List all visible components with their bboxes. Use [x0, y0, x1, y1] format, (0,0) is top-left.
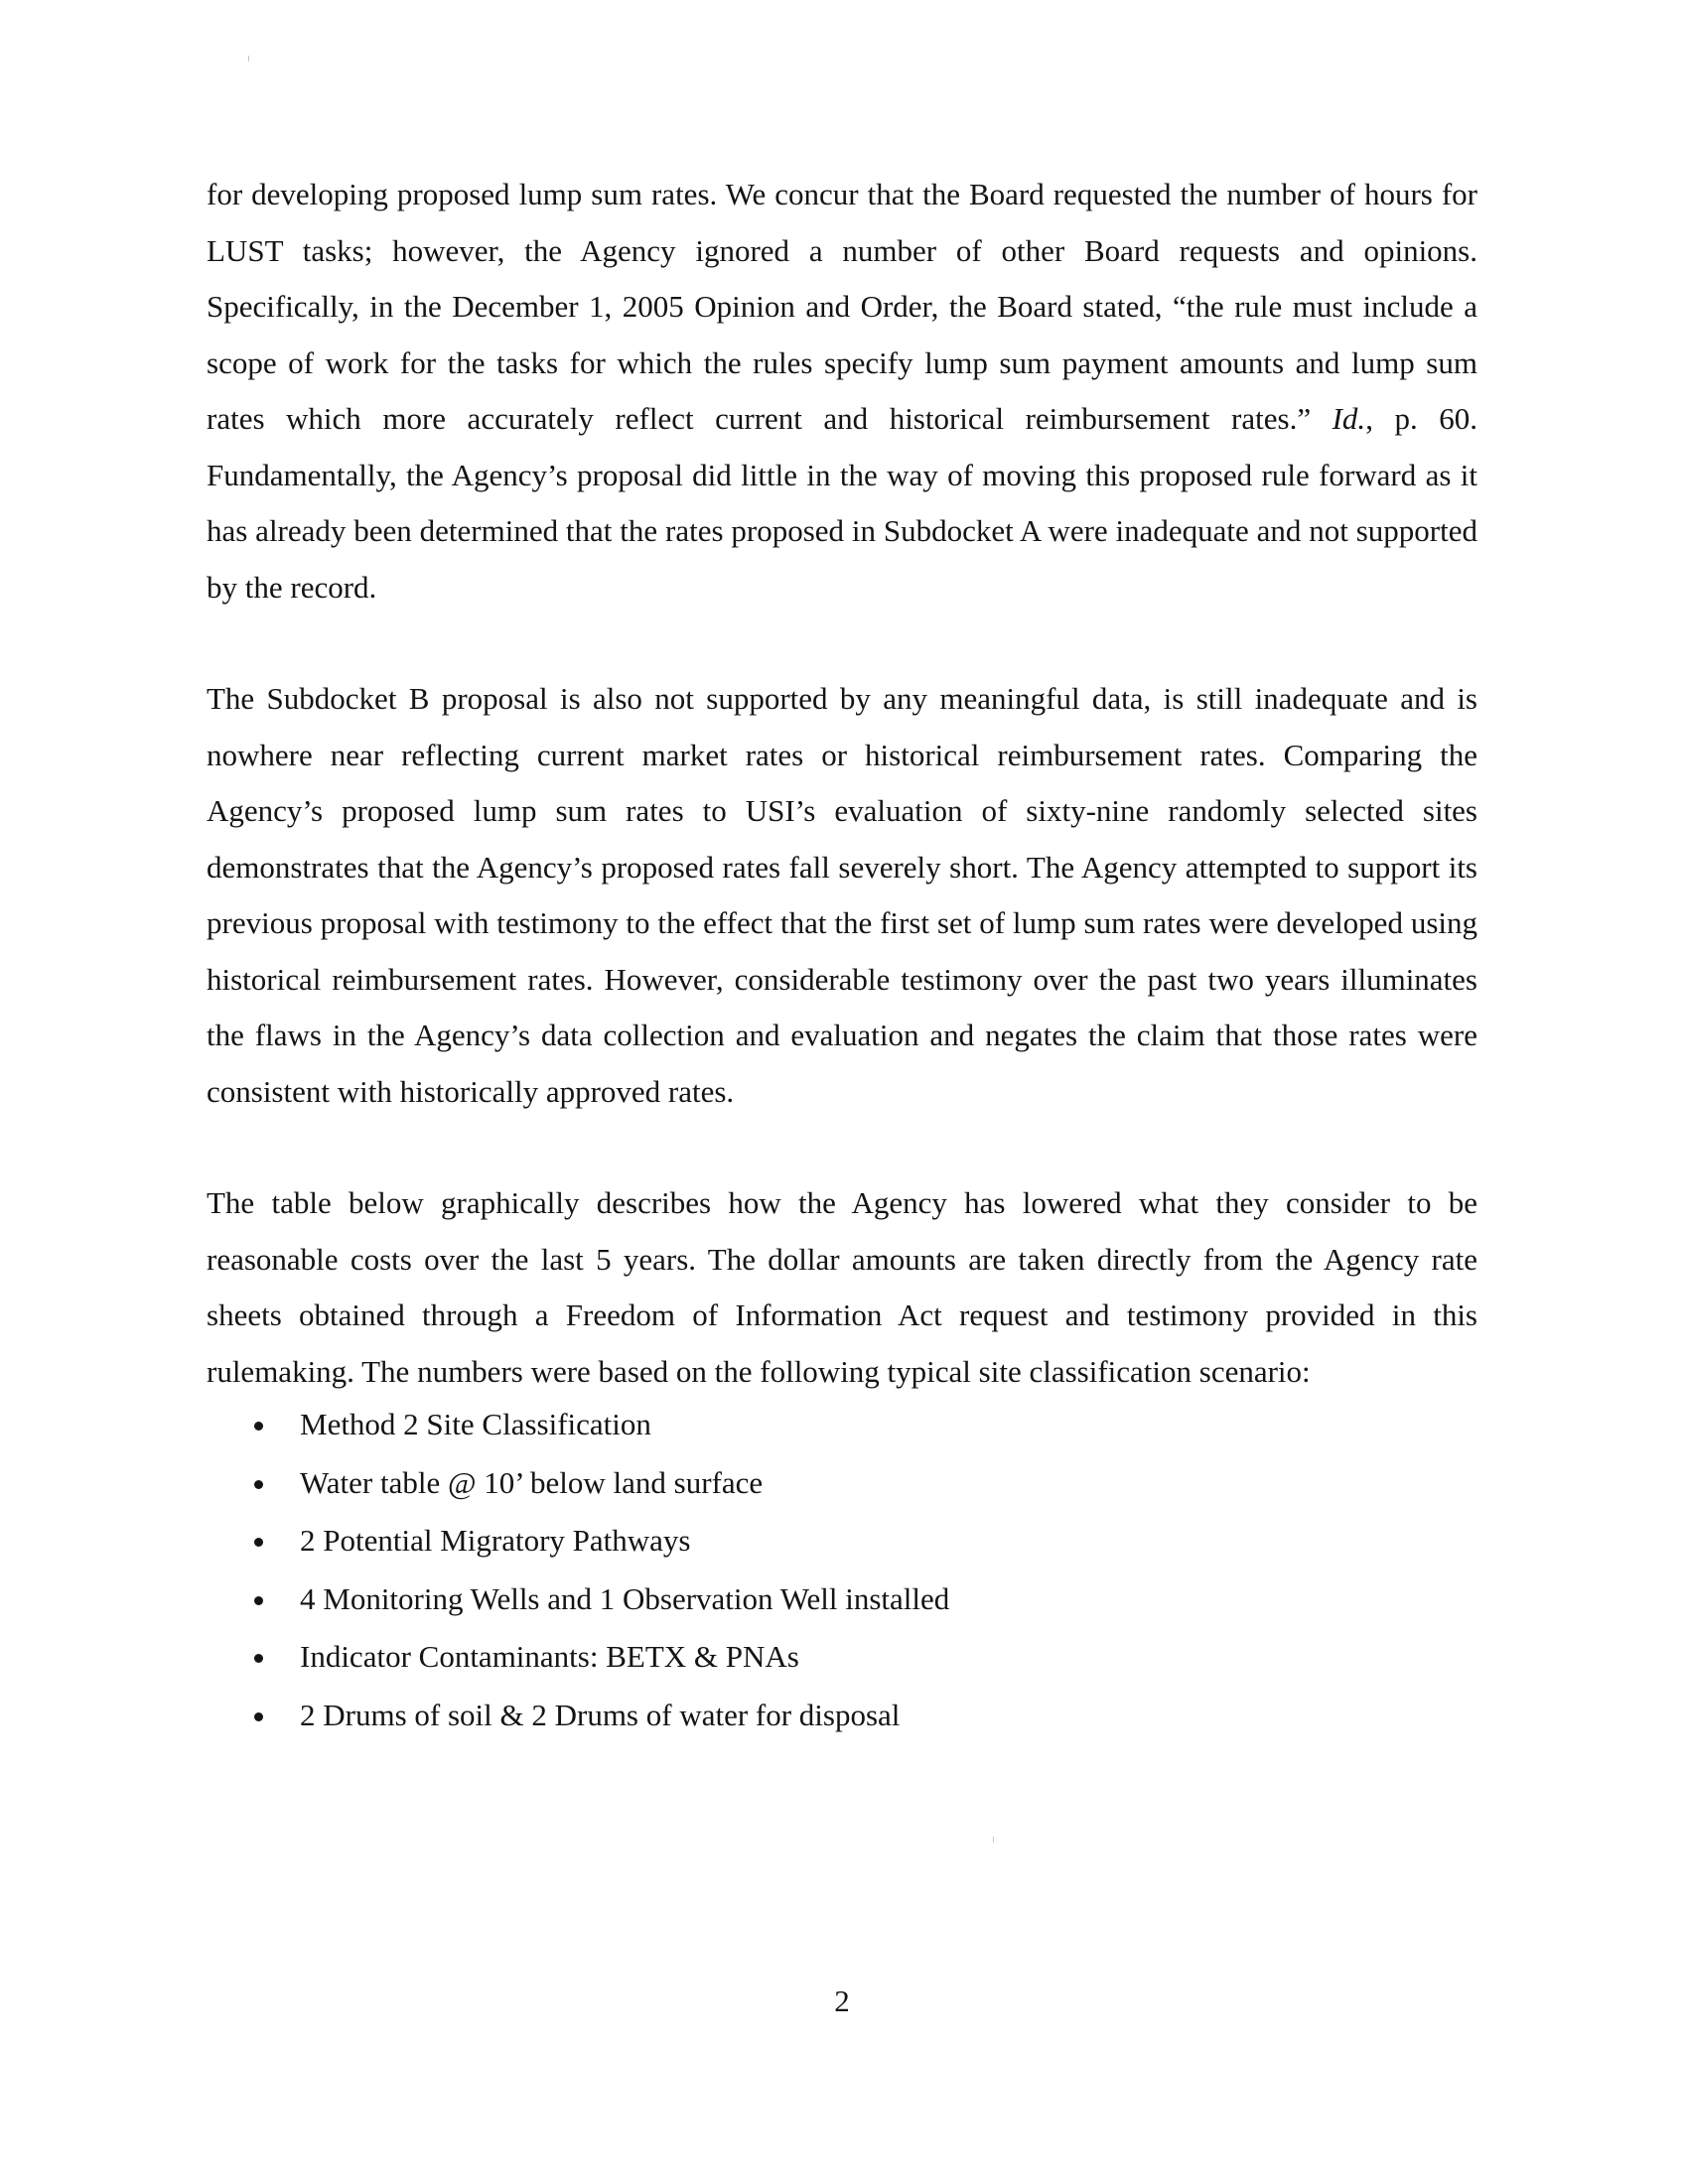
list-item-text: Method 2 Site Classification — [300, 1407, 651, 1441]
bullet-icon — [254, 1596, 263, 1605]
bullet-icon — [254, 1712, 263, 1721]
list-item — [207, 1570, 1477, 1629]
list-item-text: Indicator Contaminants: BETX & PNAs — [300, 1639, 799, 1674]
list-item-text: Water table @ 10’ below land surface — [300, 1464, 764, 1500]
list-item — [207, 1396, 1477, 1454]
bullet-icon — [254, 1654, 263, 1663]
bullet-icon — [254, 1538, 263, 1547]
list-item-text: 2 Drums of soil & 2 Drums of water for disposal — [300, 1697, 901, 1732]
citation-id: Id. — [1332, 401, 1366, 436]
scan-speck — [993, 1837, 994, 1843]
paragraph-1-continued: , p. 60. Fundamentally, the Agency’s proposal did little in the way of moving this proposed rule forward as it has already been determined that the rates proposed in Subdocket A were inadequate and not supported by the record. — [207, 401, 1477, 605]
body-text — [207, 167, 1477, 1400]
list-item — [207, 1512, 1477, 1570]
paragraph-3: The table below graphically describes how the Agency has lowered what they consider to be reasonable costs over the last 5 years. The dollar amounts are taken directly from the Agency rate sheets obtained through a Freedom of Information Act request and testimony provided in this rulemaking. The numbers were based on the following typical site classification scenario: — [207, 1185, 1477, 1389]
bullet-icon — [254, 1422, 263, 1431]
list-item — [207, 1628, 1477, 1687]
scenario-list — [207, 1396, 1477, 1744]
list-item-text: 2 Potential Migratory Pathways — [300, 1523, 691, 1558]
paragraph-1 — [207, 167, 1477, 615]
page-number: 2 — [834, 1983, 850, 2018]
list-item-text: 4 Monitoring Wells and 1 Observation Well installed — [300, 1580, 950, 1616]
paragraph-2: The Subdocket B proposal is also not supported by any meaningful data, is still inadequate and is nowhere near reflecting current market rates or historical reimbursement rates. Comparing the Agency’s proposed lump sum rates to USI’s evaluation of sixty-nine randomly selected sites demonstrates that the Agency’s proposed rates fall severely short. The Agency attempted to support its previous proposal with testimony to the effect that the first set of lump sum rates were developed using historical reimbursement rates. However, considerable testimony over the past two years illuminates the flaws in the Agency’s data collection and evaluation and negates the claim that those rates were consistent with historically approved rates. — [207, 681, 1477, 1109]
bullet-icon — [254, 1480, 263, 1489]
scan-speck — [248, 56, 249, 62]
list-item — [207, 1454, 1477, 1513]
list-item — [207, 1687, 1477, 1745]
paragraph-1-text: for developing proposed lump sum rates. We concur that the Board requested the number of hours for LUST tasks; however, the Agency ignored a number of other Board requests and opinions. Specifically, in the December 1, 2005 Opinion and Order, the Board stated, “the rule must include a scope of work for the tasks for which the rules specify lump sum payment amounts and lump sum rates which more accurately reflect current and historical reimbursement rates.” — [207, 177, 1477, 436]
